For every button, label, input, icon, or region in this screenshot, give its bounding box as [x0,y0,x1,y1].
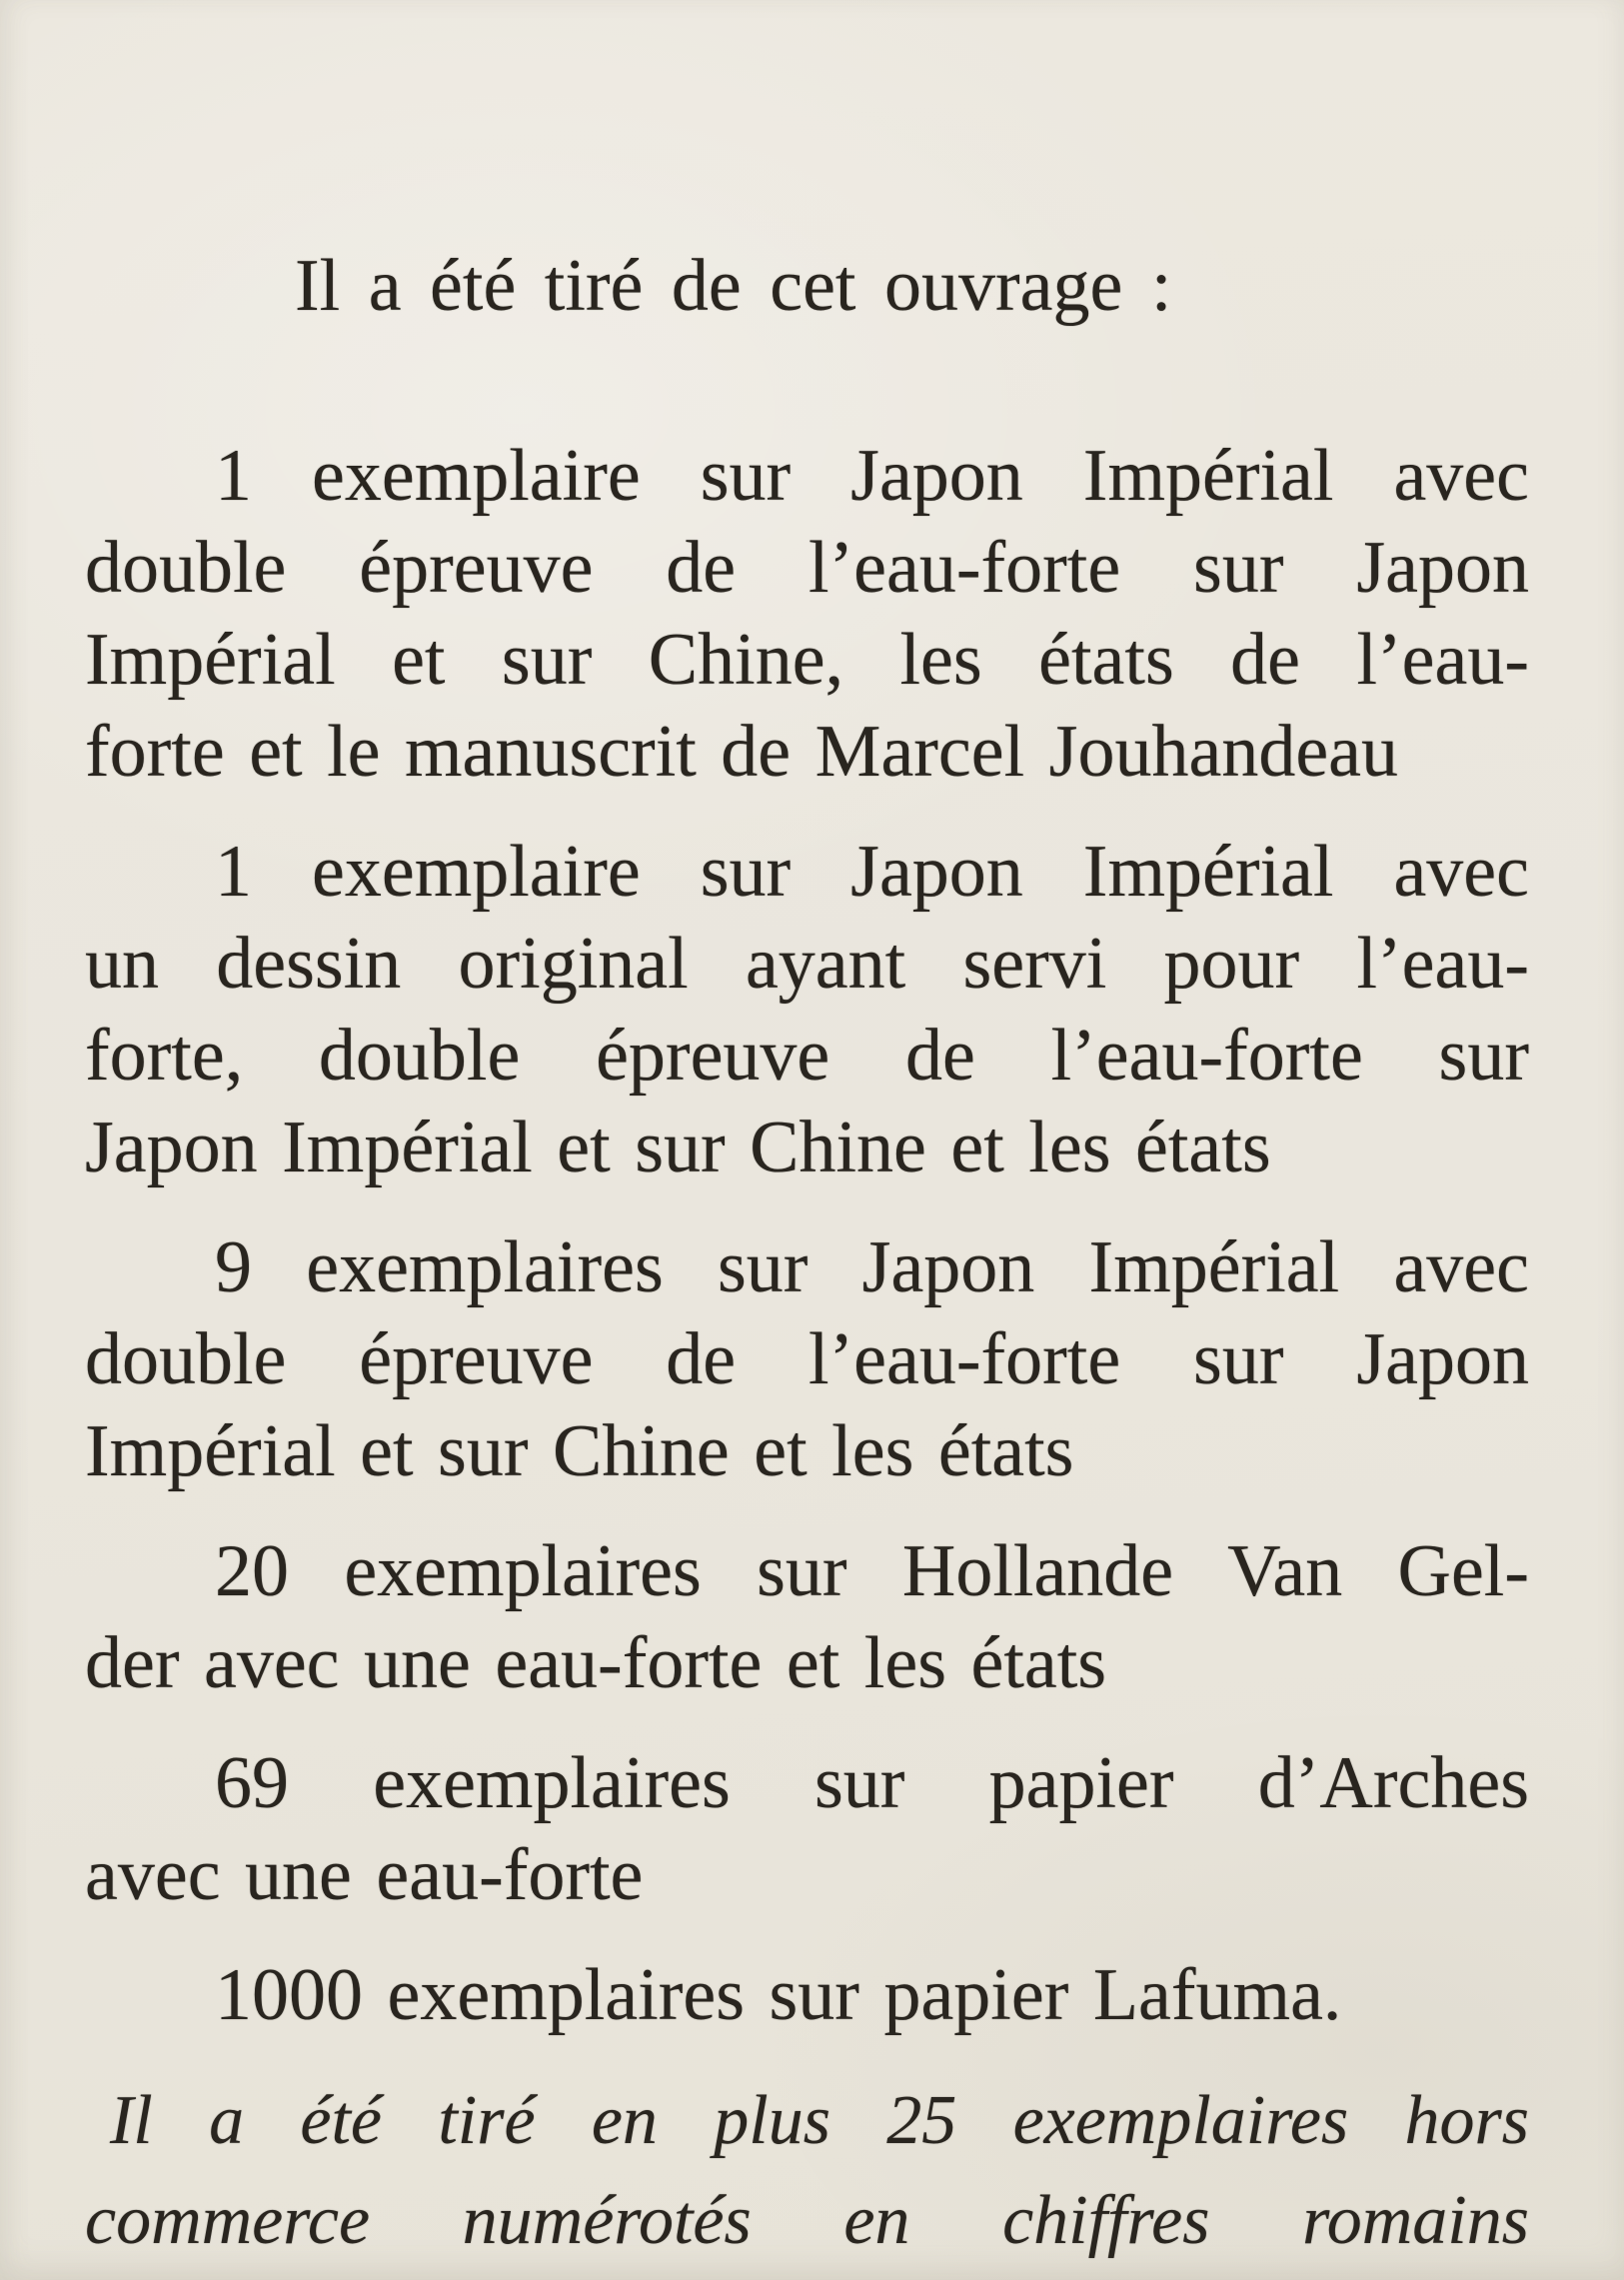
text-line: 69 exemplaires sur papier d’Arches [215,1742,1529,1824]
text-line: 9 exemplaires sur Japon Impérial avec [215,1226,1529,1308]
text-line: 20 exemplaires sur Hollande Van Gel- [215,1530,1529,1612]
edition-paragraph-1 [85,430,1529,798]
text-line: double épreuve de l’eau-forte sur Japon [85,1318,1529,1400]
text-line: Japon Impérial et sur Chine et les états [85,1107,1271,1188]
text-line: avec une eau-forte [85,1834,644,1916]
text-line: Impérial et sur Chine et les états [85,1410,1074,1492]
text-line: forte et le manuscrit de Marcel Jouhandeau [85,711,1399,793]
text-line: 1 exemplaire sur Japon Impérial avec [215,831,1529,913]
text-line: der avec une eau-forte et les états [85,1622,1107,1704]
hors-commerce-note [85,2071,1529,2271]
text-line: forte, double épreuve de l’eau-forte sur [85,1015,1529,1097]
edition-paragraph-6 [85,1949,1529,2041]
text-line: un dessin original ayant servi pour l’eau- [85,923,1529,1005]
text-line: Impérial et sur Chine, les états de l’eau- [85,619,1529,701]
edition-paragraph-5 [85,1737,1529,1921]
edition-paragraph-2 [85,826,1529,1193]
text-line: 1000 exemplaires sur papier Lafuma. [215,1954,1342,2036]
text-line: 1 exemplaire sur Japon Impérial avec [215,435,1529,517]
page-title: Il a été tiré de cet ouvrage : [295,245,1172,327]
edition-paragraph-3 [85,1221,1529,1497]
note-line: commerce numérotés en chiffres romains [85,2182,1529,2259]
note-line: Il a été tiré en plus 25 exemplaires hors [110,2082,1529,2159]
text-line: double épreuve de l’eau-forte sur Japon [85,527,1529,609]
edition-paragraph-4 [85,1525,1529,1709]
